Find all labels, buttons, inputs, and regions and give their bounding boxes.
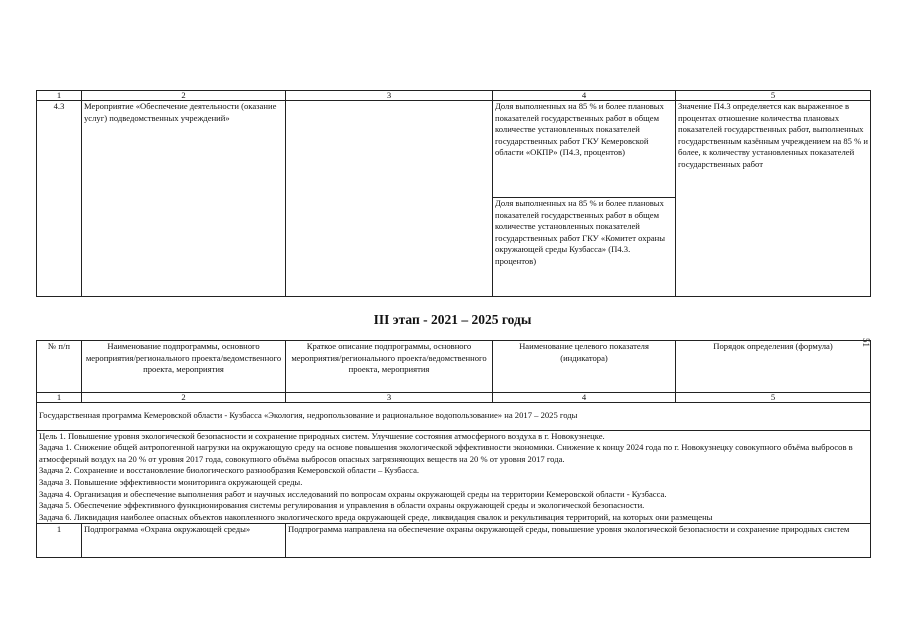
col-number: 4 — [493, 91, 676, 101]
indicator-okpr: Доля выполненных на 85 % и более плановых показателей государственных работ в общем количестве установленных показателей государственных работ ГКУ Кемеровской области «ОКПР» (П4.3, процентов) — [493, 101, 675, 198]
program-title: Государственная программа Кемеровской области - Кузбасса «Экология, недропользование и рациональное водопользование» на 2017 – 2025 годы — [37, 403, 871, 431]
measure-name: Мероприятие «Обеспечение деятельности (оказание услуг) подведомственных учреждений» — [82, 101, 286, 297]
goal-line: Задача 4. Организация и обеспечение выполнения работ и научных исследований по вопросам охраны окружающей среды на территории Кемеровской области - Кузбасса. — [39, 488, 667, 499]
top-table — [36, 90, 871, 297]
header-cell: Краткое описание подпрограммы, основного мероприятия/регионального проекта/ведомственного проекта, мероприятия — [286, 341, 493, 393]
col-number: 4 — [493, 393, 676, 403]
header-cell: № п/п — [37, 341, 82, 393]
goal-line: Задача 1. Снижение общей антропогенной нагрузки на окружающую среду на основе повышения экологической эффективности экономики. Снижение к концу 2024 года по г. Новокузнецку совокупного объёма выбросов в атмосферный воздух на 20 % от уровня 2017 года, совокупного объёма выбросов опасных загрязняющих веществ на 20 % от уровня 2017 года. — [39, 442, 853, 464]
col-number: 5 — [676, 91, 871, 101]
header-cell: Порядок определения (формула) — [676, 341, 871, 393]
header-cell: Наименование подпрограммы, основного мероприятия/регионального проекта/ведомственного проекта, мероприятия — [82, 341, 286, 393]
goal-line: Цель 1. Повышение уровня экологической безопасности и сохранение природных систем. Улучшение состояния атмосферного воздуха в г. Новокузнецке. — [39, 430, 605, 441]
col-number: 2 — [82, 393, 286, 403]
page-number: 51 — [861, 338, 871, 347]
header-row — [37, 341, 871, 393]
indicator-committee: Доля выполненных на 85 % и более плановых показателей государственных работ в общем количестве установленных показателей государственных работ ГКУ «Комитет охраны окружающей среды Кузбасса» (П4.3. процентов) — [495, 198, 666, 266]
subprogram-description: Подпрограмма направлена на обеспечение охраны окружающей среды, повышение уровня экологической безопасности и сохранение природных систем — [286, 524, 871, 558]
column-number-row — [37, 393, 871, 403]
goals-cell — [37, 430, 871, 524]
row-number: 4.3 — [37, 101, 82, 297]
goal-line: Задача 5. Обеспечение эффективного функционирования системы регулирования и управления в области охраны окружающей среды и экологической безопасности. — [39, 500, 645, 511]
bottom-table — [36, 340, 871, 558]
column-number-row — [37, 91, 871, 101]
measure-description — [286, 101, 493, 297]
subprogram-name: Подпрограмма «Охрана окружающей среды» — [82, 524, 286, 558]
program-row — [37, 403, 871, 431]
table-row — [37, 524, 871, 558]
goal-line: Задача 3. Повышение эффективности мониторинга окружающей среды. — [39, 476, 303, 487]
goal-line: Задача 2. Сохранение и восстановление биологического разнообразия Кемеровской области – Кузбасса. — [39, 465, 420, 476]
row-number: 1 — [37, 524, 82, 558]
col-number: 3 — [286, 91, 493, 101]
table-row — [37, 101, 871, 297]
header-cell: Наименование целевого показателя (индикатора) — [493, 341, 676, 393]
col-number: 1 — [37, 393, 82, 403]
indicator-cell — [493, 101, 676, 297]
goals-row — [37, 430, 871, 524]
stage-title: III этап - 2021 – 2025 годы — [373, 312, 532, 327]
formula: Значение П4.3 определяется как выраженное в процентах отношение количества плановых показателей государственных работ, выполненных государственным казённым учреждением на 85 % и более, к количеству установленных показателей государственных работ — [676, 101, 871, 297]
goal-line: Задача 6. Ликвидация наиболее опасных объектов накопленного экологического вреда окружающей среде, ликвидация свалок и рекультивация территорий, на которых они размещены — [39, 511, 713, 522]
col-number: 1 — [37, 91, 82, 101]
col-number: 5 — [676, 393, 871, 403]
col-number: 3 — [286, 393, 493, 403]
col-number: 2 — [82, 91, 286, 101]
